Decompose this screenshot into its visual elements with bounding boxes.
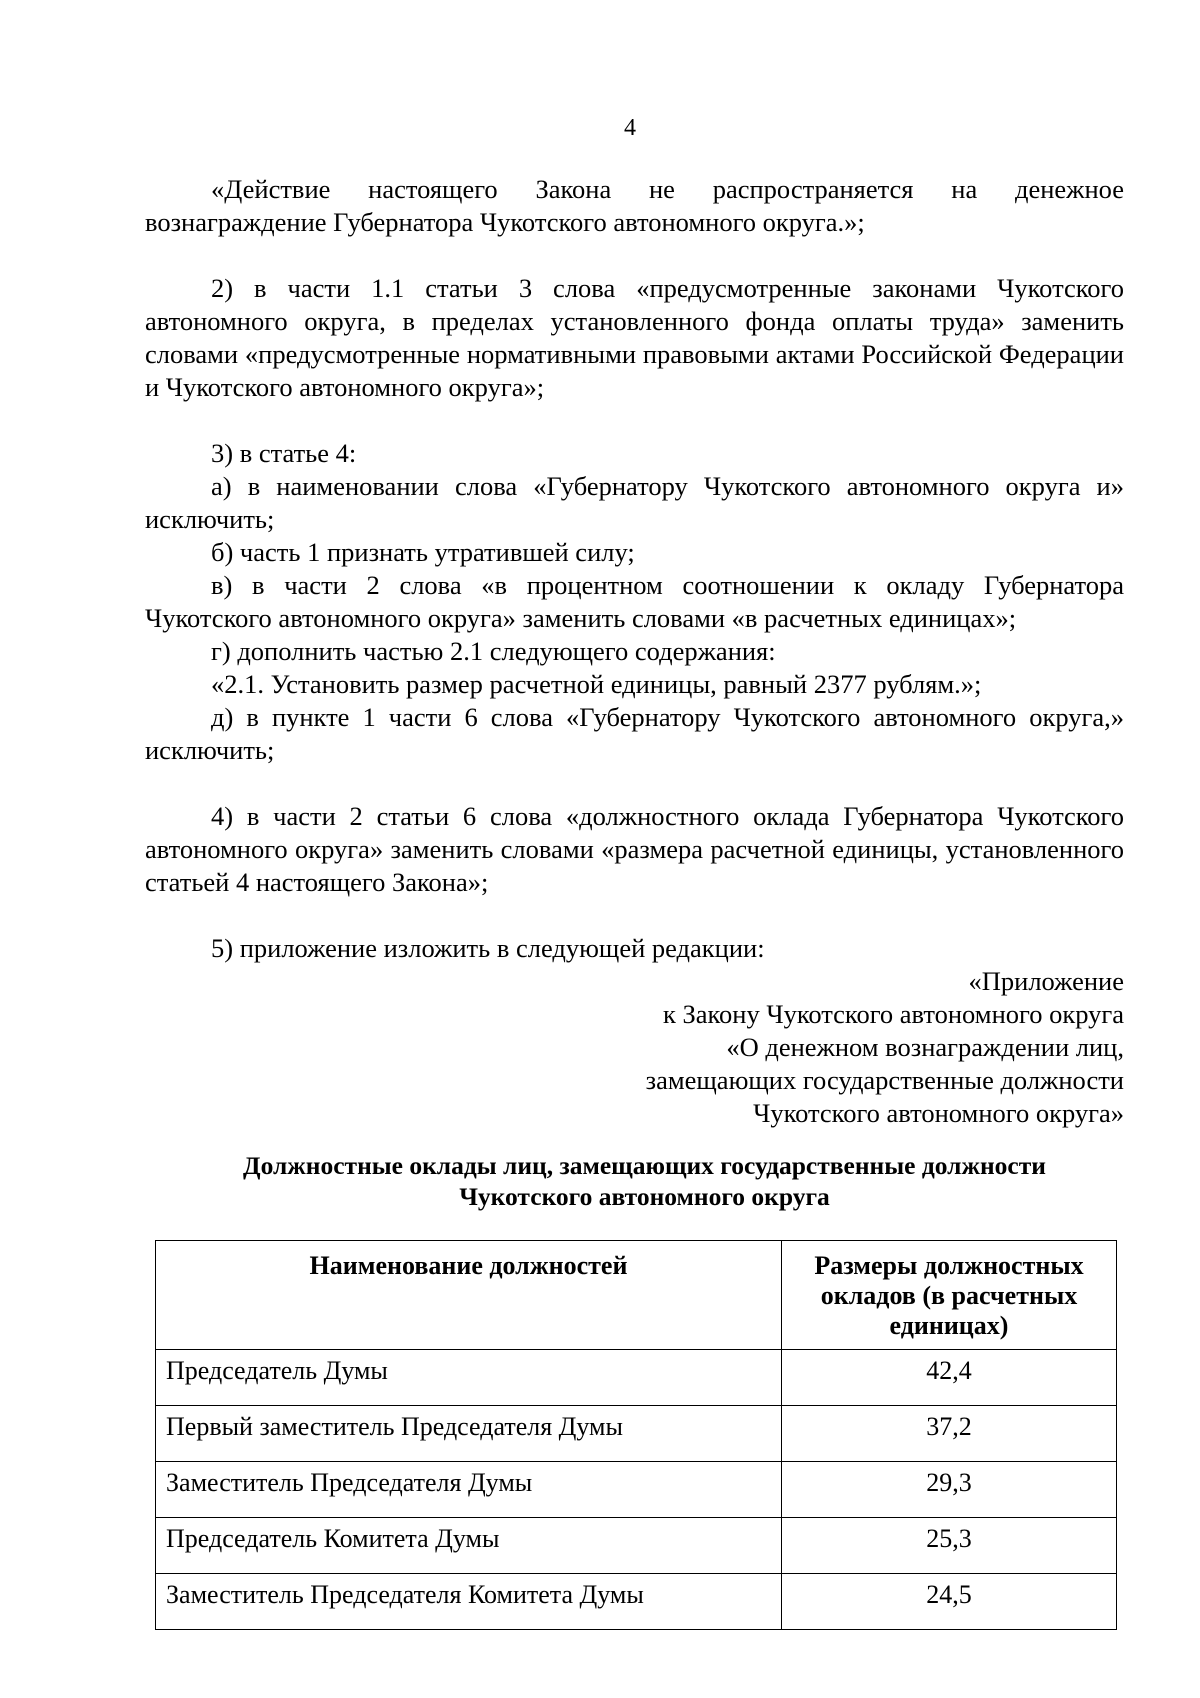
header-salary-size	[781, 1241, 1116, 1350]
position-name-cell: Первый заместитель Председателя Думы	[156, 1406, 782, 1462]
appendix-line: Чукотского автономного округа»	[753, 1098, 1124, 1128]
appendix-line: «О денежном вознаграждении лиц,	[726, 1032, 1124, 1062]
salary-value-cell: 42,4	[781, 1350, 1116, 1406]
spacer	[145, 767, 1124, 800]
paragraph-item-3c: в) в части 2 слова «в процентном соотношении к окладу Губернатора Чукотского автономного округа» заменить словами «в расчетных единицах»;	[145, 570, 1124, 633]
paragraph-item-3b: б) часть 1 признать утратившей силу;	[211, 537, 635, 567]
header-position-name: Наименование должностей	[156, 1241, 782, 1350]
table-row	[156, 1462, 1117, 1518]
table-title-line: Чукотского автономного округа	[459, 1182, 830, 1211]
table-row	[156, 1350, 1117, 1406]
table-row	[156, 1518, 1117, 1574]
paragraph-item-5: 5) приложение изложить в следующей редакции:	[211, 933, 765, 963]
table-title	[145, 1150, 1124, 1212]
spacer	[145, 239, 1124, 272]
position-name-cell: Заместитель Председателя Комитета Думы	[156, 1574, 782, 1630]
paragraph-item-3d-quote: «2.1. Установить размер расчетной единицы, равный 2377 рублям.»;	[211, 669, 982, 699]
document-body	[145, 173, 1124, 1212]
salary-table	[155, 1240, 1117, 1630]
appendix-line: к Закону Чукотского автономного округа	[662, 999, 1124, 1029]
table-title-line: Должностные оклады лиц, замещающих государственные должности	[243, 1151, 1046, 1180]
salary-value-cell: 24,5	[781, 1574, 1116, 1630]
position-name-cell: Заместитель Председателя Думы	[156, 1462, 782, 1518]
appendix-line: замещающих государственные должности	[645, 1065, 1124, 1095]
paragraph-item-4: 4) в части 2 статьи 6 слова «должностного оклада Губернатора Чукотского автономного округа» заменить словами «размера расчетной единицы, установленного статьей 4 настоящего Закона»;	[145, 801, 1124, 897]
salary-value-cell: 25,3	[781, 1518, 1116, 1574]
table-header-row	[156, 1241, 1117, 1350]
spacer	[145, 404, 1124, 437]
table-row	[156, 1574, 1117, 1630]
salary-value-cell: 29,3	[781, 1462, 1116, 1518]
appendix-header	[145, 965, 1124, 1130]
header-salary-line: окладов (в расчетных	[820, 1281, 1078, 1310]
page-number: 4	[624, 115, 636, 141]
header-salary-line: единицах)	[889, 1311, 1009, 1340]
position-name-cell: Председатель Думы	[156, 1350, 782, 1406]
table-row	[156, 1406, 1117, 1462]
spacer	[145, 899, 1124, 932]
salary-value-cell: 37,2	[781, 1406, 1116, 1462]
paragraph-item-3e: д) в пункте 1 части 6 слова «Губернатору Чукотского автономного округа,» исключить;	[145, 702, 1124, 765]
appendix-line: «Приложение	[968, 966, 1124, 996]
position-name-cell: Председатель Комитета Думы	[156, 1518, 782, 1574]
paragraph-item-2: 2) в части 1.1 статьи 3 слова «предусмотренные законами Чукотского автономного округа, в пределах установленного фонда оплаты труда» заменить словами «предусмотренные нормативными правовыми актами Российской Федерации и Чукотского автономного округа»;	[145, 273, 1124, 402]
paragraph-item-3a: а) в наименовании слова «Губернатору Чукотского автономного округа и» исключить;	[145, 471, 1124, 534]
paragraph-item-3: 3) в статье 4:	[211, 438, 357, 468]
paragraph-closing-quote: «Действие настоящего Закона не распространяется на денежное вознаграждение Губернатора Чукотского автономного округа.»;	[145, 174, 1124, 237]
paragraph-item-3d: г) дополнить частью 2.1 следующего содержания:	[211, 636, 776, 666]
header-salary-line: Размеры должностных	[814, 1251, 1084, 1280]
